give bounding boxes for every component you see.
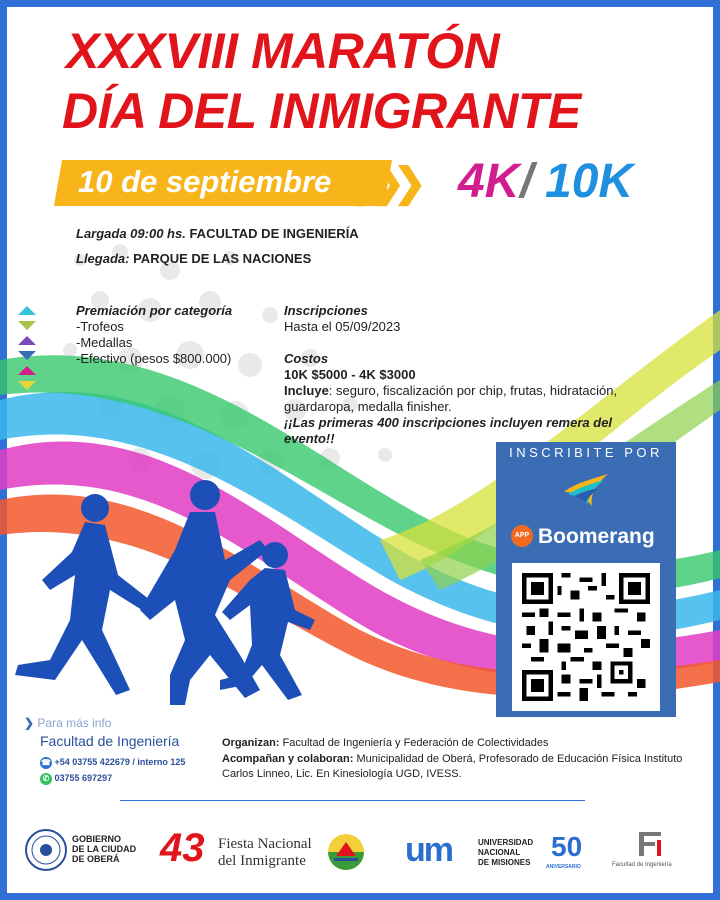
fiesta-logo-text bbox=[218, 836, 312, 870]
boomerang-logo-icon bbox=[560, 470, 612, 510]
event-date: 10 de septiembre bbox=[78, 164, 332, 199]
fiesta-emblem-icon bbox=[326, 832, 366, 872]
qr-code-icon bbox=[522, 573, 650, 701]
registration-heading: Inscripciones bbox=[284, 303, 368, 318]
unam-line3: DE MISIONES bbox=[478, 858, 531, 867]
costs-section bbox=[284, 351, 664, 447]
start-place: FACULTAD DE INGENIERÍA bbox=[189, 226, 359, 241]
unam-line1: UNIVERSIDAD bbox=[478, 838, 534, 847]
collaborators-line bbox=[222, 752, 702, 782]
registration-qr-code[interactable] bbox=[512, 563, 660, 711]
includes-text: : seguro, fiscalización por chip, frutas, hidratación, guardaropa, medalla finisher. bbox=[284, 383, 618, 414]
distance-10k: 10K bbox=[545, 155, 634, 208]
chevron-arrows-decoration bbox=[18, 306, 36, 396]
organizers-line bbox=[222, 736, 702, 751]
contact-whatsapp-row bbox=[40, 770, 112, 786]
finish-info bbox=[76, 251, 311, 267]
app-badge: APP bbox=[511, 525, 533, 547]
collaborators-text: Municipalidad de Oberá, Profesorado de Educación Física Instituto Carlos Linneo, Lic. En Kinesiología UGD, IVESS. bbox=[222, 753, 683, 780]
registration-deadline: Hasta el 05/09/2023 bbox=[284, 319, 401, 334]
unam-logo-text bbox=[478, 838, 533, 868]
prize-item: -Medallas bbox=[76, 335, 133, 350]
fiesta-line1: Fiesta Nacional bbox=[218, 836, 312, 852]
chevron-right-icon: ❯❯❯ bbox=[350, 161, 415, 205]
city-line3: DE OBERÁ bbox=[72, 854, 120, 864]
collaborators-label: Acompañan y colaboran: bbox=[222, 753, 354, 765]
city-line1: GOBIERNO bbox=[72, 834, 122, 844]
promo-text: ¡¡Las primeras 400 inscripciones incluyen remera del evento!! bbox=[284, 415, 613, 446]
start-info bbox=[76, 226, 359, 242]
boomerang-app-name[interactable]: Boomerang bbox=[538, 525, 655, 548]
fiesta-line2: del Inmigrante bbox=[218, 853, 306, 869]
whatsapp-icon: ✆ bbox=[40, 773, 52, 785]
contact-org: Facultad de Ingeniería bbox=[40, 733, 180, 749]
prize-item: -Trofeos bbox=[76, 319, 124, 334]
obera-seal-icon bbox=[24, 828, 68, 872]
runners-silhouette-illustration bbox=[10, 480, 330, 720]
includes-label: Incluye bbox=[284, 383, 329, 398]
prizes-section bbox=[76, 303, 232, 367]
phone-icon: ☎ bbox=[41, 758, 51, 767]
page-title-line2: DÍA DEL INMIGRANTE bbox=[62, 83, 581, 139]
organizers-text: Facultad de Ingeniería y Federación de Colectividades bbox=[282, 737, 549, 749]
distance-4k: 4K bbox=[458, 155, 520, 208]
anniversary-number: 50 bbox=[551, 831, 583, 862]
register-label: INSCRIBITE POR bbox=[509, 445, 663, 460]
finish-label: Llegada: bbox=[76, 251, 130, 266]
finish-place: PARQUE DE LAS NACIONES bbox=[133, 251, 312, 266]
more-info bbox=[24, 715, 111, 731]
costs-heading: Costos bbox=[284, 351, 329, 366]
contact-phone[interactable]: +54 03755 422679 / interno 125 bbox=[54, 757, 186, 767]
city-line2: DE LA CIUDAD bbox=[72, 844, 137, 854]
page-title-line1: XXXVIII MARATÓN bbox=[66, 23, 500, 79]
more-info-label: Para más info bbox=[37, 716, 112, 730]
anniversary-text: ANIVERSARIO bbox=[546, 864, 581, 870]
organizers-label: Organizan: bbox=[222, 737, 280, 749]
chevron-right-icon: ❯ bbox=[24, 716, 35, 730]
unam-line2: NACIONAL bbox=[478, 848, 521, 857]
contact-whatsapp[interactable]: 03755 697297 bbox=[54, 773, 113, 783]
distance-separator: / bbox=[520, 155, 534, 208]
obera-logo-text bbox=[72, 834, 136, 864]
registration-section bbox=[284, 303, 400, 335]
start-label: Largada 09:00 hs. bbox=[76, 226, 186, 241]
unam-logo-icon: um bbox=[405, 831, 452, 869]
prizes-heading: Premiación por categoría bbox=[76, 303, 233, 318]
prize-item: -Efectivo (pesos $800.000) bbox=[76, 351, 232, 366]
costs-prices: 10K $5000 - 4K $3000 bbox=[284, 367, 416, 382]
divider bbox=[120, 800, 585, 801]
costs-includes bbox=[284, 383, 664, 415]
fi-logo-text: Facultad de Ingeniería bbox=[612, 862, 672, 868]
contact-phone-row bbox=[40, 754, 185, 770]
fi-logo-icon bbox=[637, 830, 663, 858]
fiesta-number: 43 bbox=[160, 826, 205, 870]
